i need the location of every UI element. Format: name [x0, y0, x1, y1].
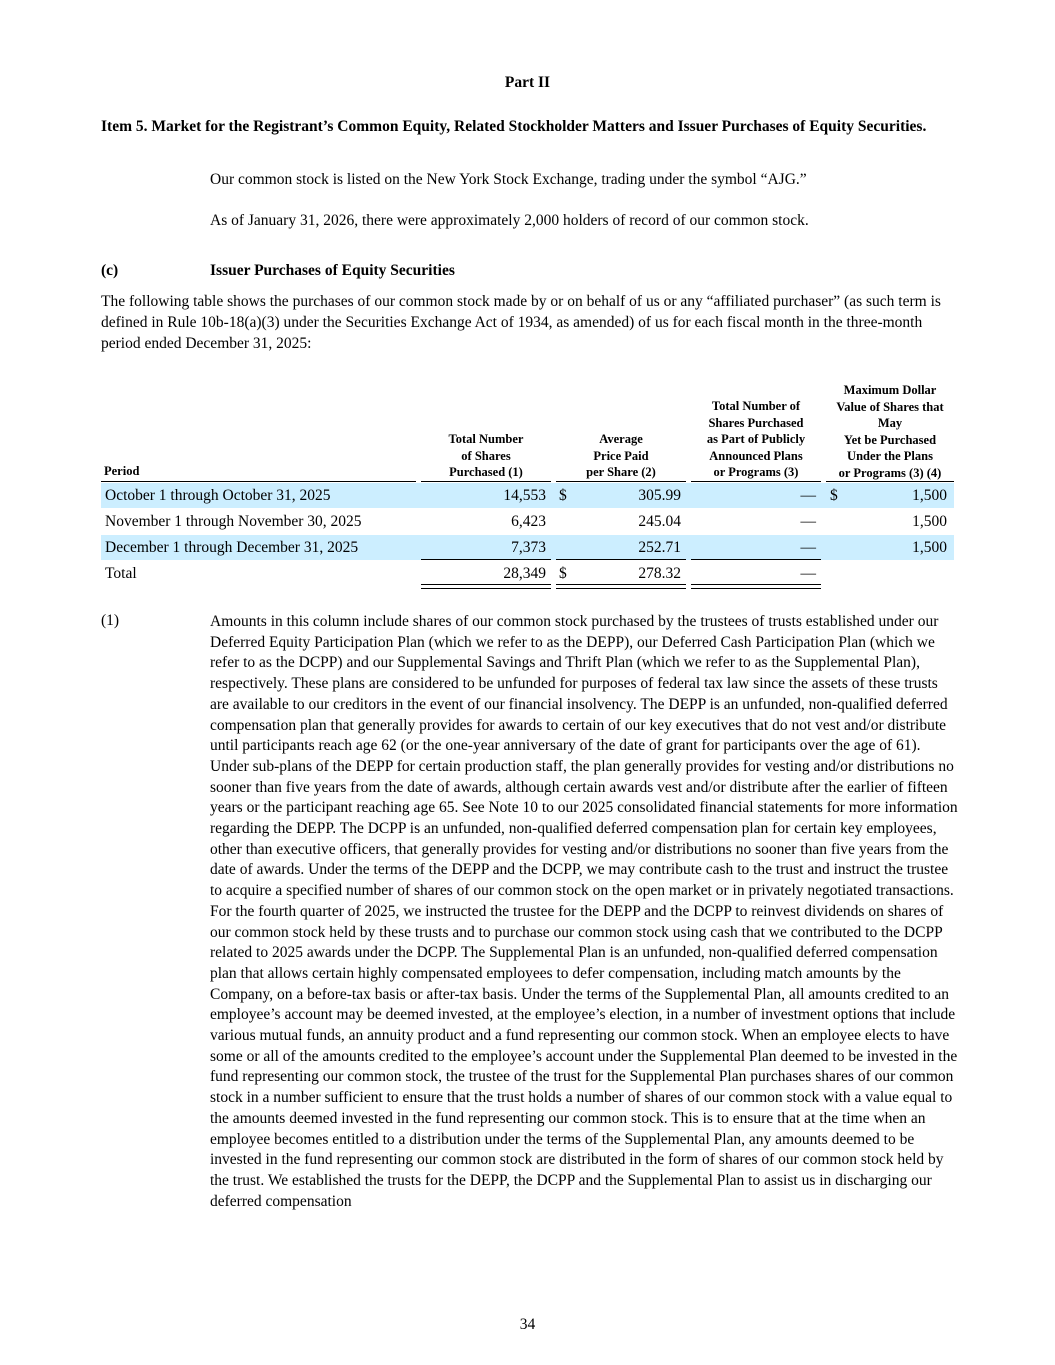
- table-intro-paragraph: The following table shows the purchases of our common stock made by or on behalf of us or any “affiliated purchaser” (as such term is defined in Rule 10b-18(a)(3) under the Securities Exchange Act of 1934, as amended) of us for each fiscal month in the three-month period ended December 31, 2025:: [101, 293, 941, 352]
- row-max-value: 1,500: [912, 513, 947, 530]
- listing-paragraph: Our common stock is listed on the New York Stock Exchange, trading under the symbol “AJG.”: [210, 171, 807, 188]
- subtotal-rule-plans: [691, 559, 821, 560]
- row-period: November 1 through November 30, 2025: [105, 513, 362, 530]
- section-title: Issuer Purchases of Equity Securities: [210, 262, 455, 279]
- footnote-text: Amounts in this column include shares of our common stock purchased by the trustees of trusts established under our Deferred Equity Participation Plan (which we refer to as the DEPP), our Deferred Cash Participation Plan (which we refer to as the DCPP) and our Supplemental Savings and Thrift Plan (which we refer to as the Supplemental Plan), respectively. These plans are considered to be unfunded for purposes of federal tax law since the assets of these trusts are available to our creditors in the event of our financial insolvency. The DEPP is an unfunded, non-qualified deferred compensation plan that generally provides for awards to certain of our key executives that do not vest and/or distribute until participants reach age 62 (or the one-year anniversary of the date of grant for participants over the age of 61). Under sub-plans of the DEPP for certain production staff, the plan generally provides for vesting and/or distributions no sooner than five years from the date of awards, although certain awards vest and/or distribute after the earlier of fifteen years or the participant reaching age 65. See Note 10 to our 2025 consolidated financial statements for more information regarding the DEPP. The DCPP is an unfunded, non-qualified deferred compensation plan for certain key employees, other than executive officers, that generally provides for vesting and/or distributions no sooner than five years from the date of awards. Under the terms of the DEPP and the DCPP, we may contribute cash to the trust and instruct the trustee to acquire a specified number of shares of our common stock on the open market or in privately negotiated transactions. For the fourth quarter of 2025, we instructed the trustee for the DEPP and the DCPP to reinvest dividends on shares of our common stock held by these trusts and to purchase our common stock using cash that we contributed to the DCPP related to 2025 awards under the DCPP. The Supplemental Plan is an unfunded, non-qualified deferred compensation plan that allows certain highly compensated employees to defer compensation, including match amounts by the Company, on a before-tax basis or after-tax basis. Under the terms of the Supplemental Plan, all amounts credited to an employee’s account may be deemed invested, at the employee’s election, in a number of investment options that include various mutual funds, an annuity product and a fund representing our common stock. When an employee elects to have some or all of the amounts credited to the employee’s account under the Supplemental Plan deemed to be invested in the fund representing our common stock, the trustee of the trust for the Supplemental Plan purchases shares of our common stock in a number sufficient to ensure that the trust holds a number of shares of our common stock with a value equal to the amounts deemed invested in the fund representing our common stock. This is to ensure that at the time when an employee becomes entitled to a distribution under the terms of the Supplemental Plan, any amounts deemed to be invested in the fund representing our common stock are distributed in the form of shares of our common stock held by the trust. We established the trusts for the DEPP, the DCPP and the Supplemental Plan to assist us in discharging our deferred compensation: [210, 613, 958, 1210]
- header-publicly-announced: Total Number of Shares Purchased as Part of Publicly Announced Plans or Programs (3): [706, 399, 806, 479]
- header-rule-total: [421, 481, 551, 482]
- holders-paragraph: As of January 31, 2026, there were approximately 2,000 holders of record of our common stock.: [210, 212, 809, 229]
- header-period: Period: [104, 464, 140, 478]
- subtotal-rule-price: [556, 559, 686, 560]
- header-rule-max: [826, 481, 954, 482]
- total-double-rule-plans: [691, 584, 821, 589]
- row-dollar-sign: $: [559, 487, 567, 504]
- header-rule-price: [556, 481, 686, 482]
- row-shares: 14,553: [503, 487, 546, 504]
- table-row: [101, 509, 954, 534]
- row-price: 305.99: [638, 487, 681, 504]
- row-shares: 28,349: [503, 565, 546, 582]
- section-marker: (c): [101, 262, 119, 279]
- row-max-value: 1,500: [912, 487, 947, 504]
- row-plan-shares: —: [800, 487, 816, 504]
- header-rule-plans: [691, 481, 821, 482]
- row-max-value: 1,500: [912, 539, 947, 556]
- row-plan-shares: —: [800, 513, 816, 530]
- table-row: [101, 483, 954, 508]
- row-plan-shares: —: [800, 565, 816, 582]
- total-double-rule-shares: [421, 584, 551, 589]
- header-average-price: Average Price Paid per Share (2): [586, 432, 656, 479]
- page-number: 34: [519, 1316, 536, 1333]
- item-5-heading: Item 5. Market for the Registrant’s Common Equity, Related Stockholder Matters and Issuer Purchases of Equity Securities.: [101, 118, 927, 135]
- row-period: December 1 through December 31, 2025: [105, 539, 359, 556]
- table-row: [101, 535, 954, 560]
- row-shares: 7,373: [511, 539, 546, 556]
- row-price: 252.71: [638, 539, 681, 556]
- total-double-rule-price: [556, 584, 686, 589]
- row-period: October 1 through October 31, 2025: [105, 487, 331, 504]
- header-maximum-dollar: Maximum Dollar Value of Shares that May Yet be Purchased Under the Plans or Programs (3) (4): [836, 383, 944, 480]
- part-heading: Part II: [504, 74, 551, 91]
- row-plan-shares: —: [800, 539, 816, 556]
- row-dollar-sign: $: [559, 565, 567, 582]
- header-rule-period: [101, 481, 416, 482]
- table-row-total: [101, 561, 954, 586]
- row-period: Total: [105, 565, 137, 582]
- row-shares: 6,423: [511, 513, 546, 530]
- footnote-marker: (1): [101, 612, 120, 629]
- row-price: 245.04: [638, 513, 681, 530]
- header-total-number: Total Number of Shares Purchased (1): [448, 432, 524, 479]
- row-price: 278.32: [638, 565, 681, 582]
- row-dollar-sign-max: $: [830, 487, 838, 504]
- subtotal-rule-shares: [421, 559, 551, 560]
